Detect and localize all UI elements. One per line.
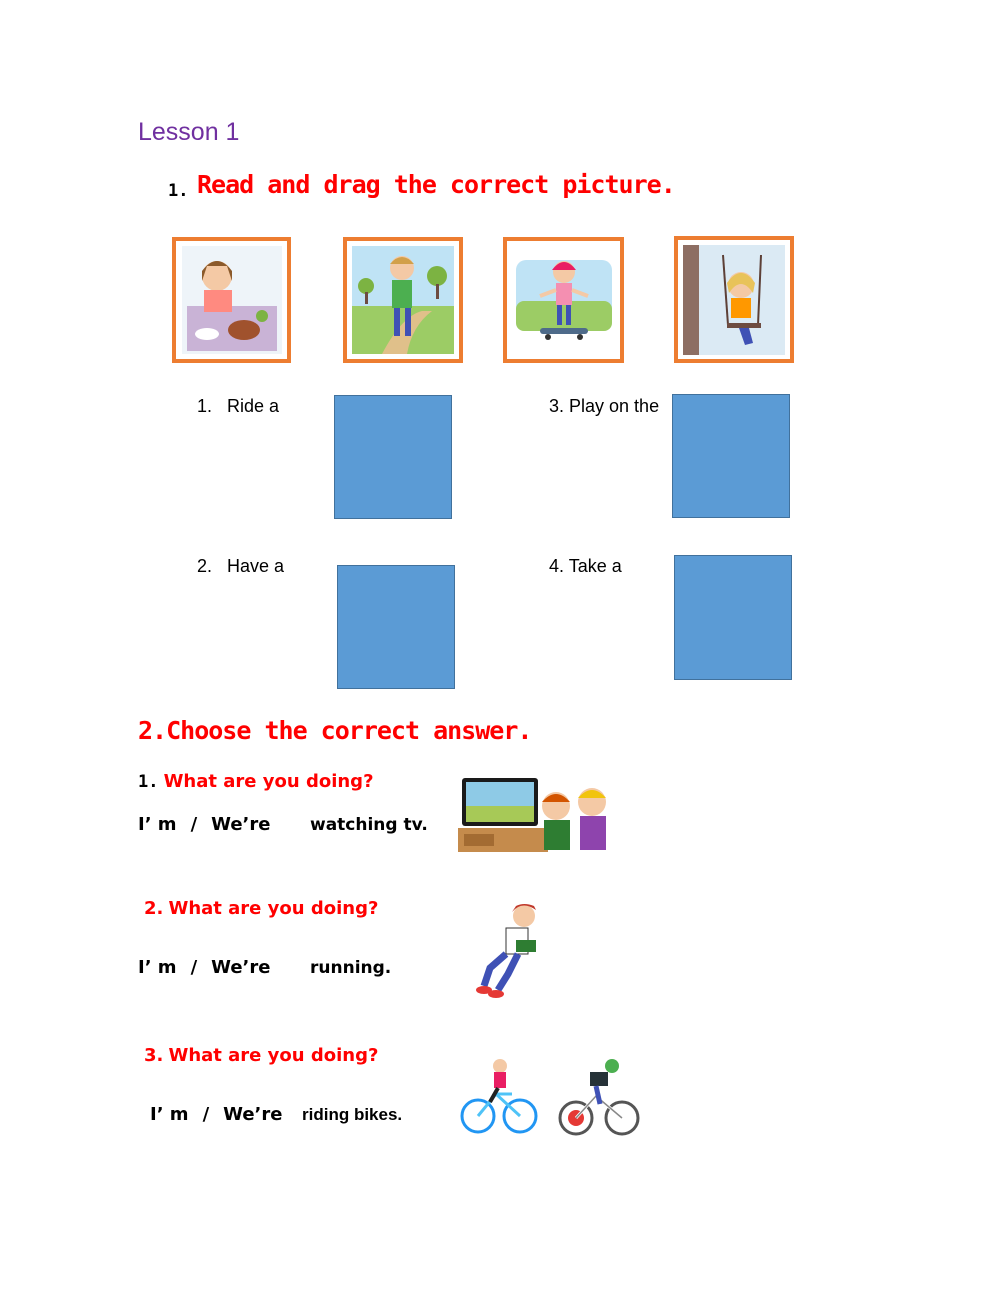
lesson-title: Lesson 1 — [138, 118, 240, 146]
answer-tail-1: watching tv. — [310, 815, 428, 835]
question-text: What are you doing? — [168, 898, 379, 919]
girl-skateboard-picture — [512, 246, 616, 354]
phrase-ride: 1. Ride a — [197, 396, 280, 416]
drag-picture-walk[interactable] — [343, 237, 463, 363]
option-we-are[interactable]: We’re — [211, 814, 271, 835]
answer-tail-2: running. — [310, 958, 392, 978]
phrase-have: 2. Have a — [197, 556, 285, 576]
phrase-take: 4. Take a — [549, 556, 622, 576]
drop-zone-2[interactable] — [337, 565, 455, 689]
question-1 — [138, 771, 374, 792]
drop-zone-4[interactable] — [674, 555, 792, 680]
kids-watching-tv-picture — [458, 776, 618, 856]
section1-number: 1. — [168, 181, 189, 201]
drop-zone-1[interactable] — [334, 395, 452, 519]
option-i-am[interactable]: I’ m — [138, 957, 177, 978]
option-i-am[interactable]: I’ m — [150, 1104, 189, 1125]
question-text: What are you doing? — [163, 771, 374, 792]
option-we-are[interactable]: We’re — [211, 957, 271, 978]
answer-row-2 — [138, 957, 270, 978]
cyclists-picture — [460, 1056, 642, 1140]
question-number: 3. — [144, 1045, 164, 1066]
question-3 — [144, 1045, 378, 1066]
section2-title: 2.Choose the correct answer. — [138, 716, 532, 745]
drag-picture-skateboard[interactable] — [503, 237, 624, 363]
drag-picture-swing[interactable] — [674, 236, 794, 363]
option-we-are[interactable]: We’re — [223, 1104, 283, 1125]
phrase-play: 3. Play on the — [549, 396, 660, 416]
girl-picnic-picture — [182, 246, 282, 354]
girl-swing-picture — [683, 245, 785, 355]
drop-zone-3[interactable] — [672, 394, 790, 518]
boy-running-picture — [476, 902, 546, 998]
option-separator: / — [190, 814, 198, 835]
option-i-am[interactable]: I’ m — [138, 814, 177, 835]
question-text: What are you doing? — [168, 1045, 379, 1066]
question-number: 2. — [144, 898, 164, 919]
question-2 — [144, 898, 378, 919]
answer-row-1 — [138, 814, 270, 835]
answer-tail-3: riding bikes. — [302, 1105, 403, 1124]
question-number: 1. — [138, 772, 159, 792]
drag-picture-picnic[interactable] — [172, 237, 291, 363]
answer-row-3 — [150, 1104, 282, 1125]
option-separator: / — [202, 1104, 210, 1125]
option-separator: / — [190, 957, 198, 978]
boy-walk-picture — [352, 246, 454, 354]
section1-title: Read and drag the correct picture. — [197, 170, 675, 199]
